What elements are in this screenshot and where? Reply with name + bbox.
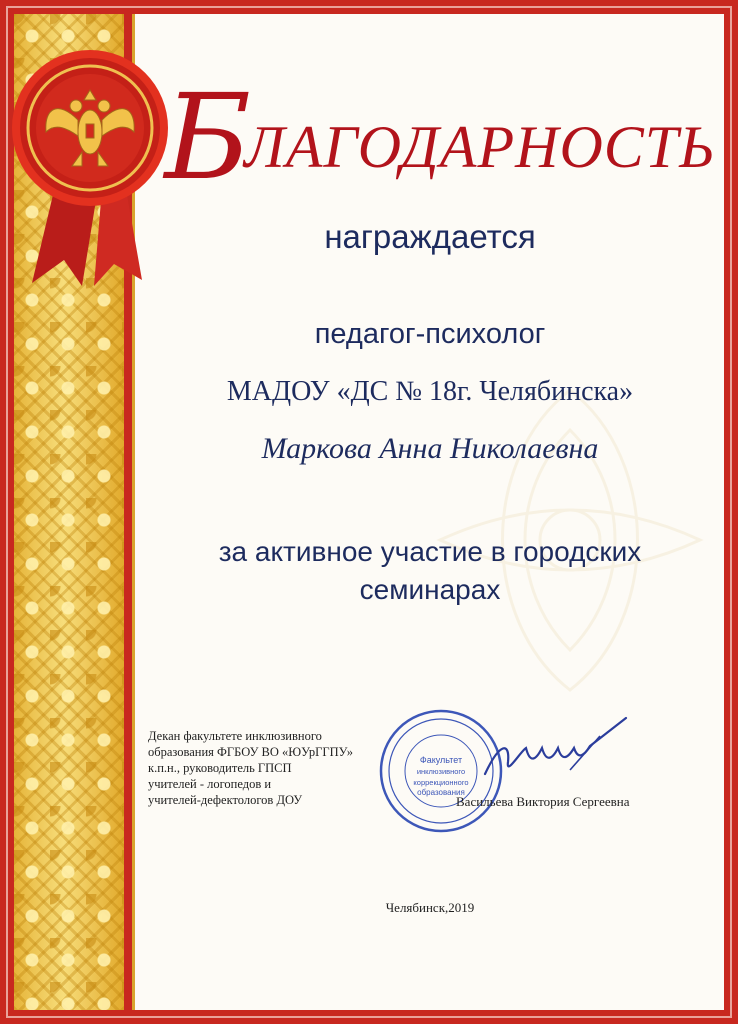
signer-block: [148, 728, 398, 808]
certificate-title: [164, 48, 716, 206]
signer-line: к.п.н., руководитель ГПСП: [148, 761, 292, 775]
awarded-label: награждается: [324, 218, 536, 255]
svg-text:коррекционного: коррекционного: [413, 778, 469, 787]
svg-text:инклюзивного: инклюзивного: [416, 767, 466, 776]
handwritten-signature: [480, 712, 630, 792]
svg-text:образования: образования: [417, 788, 465, 797]
signer-line: учителей - логопедов и: [148, 777, 272, 791]
place-and-date: Челябинск,2019: [385, 900, 475, 915]
svg-text:Факультет: Факультет: [419, 755, 463, 765]
signer-line: Декан факультете инклюзивного: [148, 729, 322, 743]
reason-line-1: за активное участие в городских: [218, 536, 642, 567]
recipient-organization: МАДОУ «ДС № 18г. Челябинска»: [226, 376, 634, 407]
title-text: [164, 48, 716, 206]
title-initial: Б: [164, 68, 253, 206]
signer-line: образования ФГБОУ ВО «ЮУрГГПУ»: [148, 745, 353, 759]
recipient-name: Маркова Анна Николаевна: [261, 432, 599, 465]
signee-name: Васильева Виктория Сергеевна: [456, 794, 630, 809]
title-rest: ЛАГОДАРНОСТЬ: [244, 114, 716, 180]
signer-line: учителей-дефектологов ДОУ: [148, 793, 303, 807]
recipient-position: педагог-психолог: [314, 318, 546, 350]
reason-line-2: семинарах: [359, 574, 501, 605]
